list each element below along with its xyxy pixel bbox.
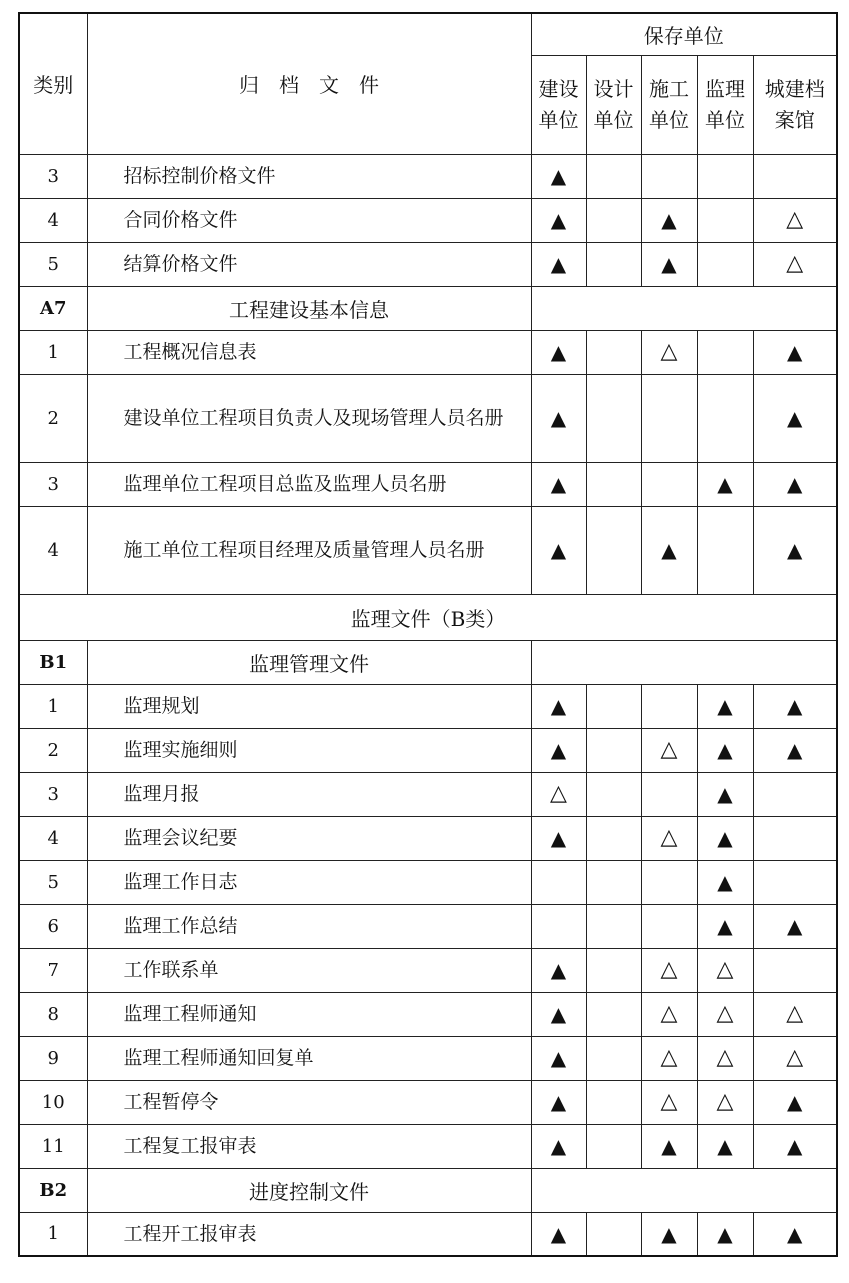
document-name: 监理月报 [87,772,531,816]
document-name: 建设单位工程项目负责人及现场管理人员名册 [87,374,531,462]
filled-triangle-icon-contractor: ▲ [641,198,697,242]
empty-mark-cell-city-archive [753,772,837,816]
empty-mark-cell-design [586,330,641,374]
filled-triangle-icon-supervision: ▲ [697,816,753,860]
filled-triangle-icon-city-archive: ▲ [753,1124,837,1168]
filled-triangle-icon-supervision: ▲ [697,904,753,948]
hollow-triangle-icon-contractor: △ [641,728,697,772]
filled-triangle-icon-contractor: ▲ [641,1212,697,1256]
table-row [19,728,837,772]
filled-triangle-icon-contractor: ▲ [641,506,697,594]
empty-mark-cell-design [586,242,641,286]
document-name: 监理单位工程项目总监及监理人员名册 [87,462,531,506]
table-row [19,860,837,904]
hollow-triangle-icon-supervision: △ [697,1036,753,1080]
filled-triangle-icon-city-archive: ▲ [753,1212,837,1256]
table-row [19,640,837,684]
filled-triangle-icon-supervision: ▲ [697,772,753,816]
hollow-triangle-icon-supervision: △ [697,948,753,992]
group-blank-cell [531,640,837,684]
empty-mark-cell-design [586,992,641,1036]
hollow-triangle-icon-contractor: △ [641,992,697,1036]
filled-triangle-icon-construction: ▲ [531,330,586,374]
table-row [19,948,837,992]
table-row [19,242,837,286]
empty-mark-cell-contractor [641,772,697,816]
empty-mark-cell-supervision [697,242,753,286]
empty-mark-cell-contractor [641,904,697,948]
filled-triangle-icon-construction: ▲ [531,198,586,242]
document-name: 监理规划 [87,684,531,728]
empty-mark-cell-contractor [641,860,697,904]
document-name: 监理工程师通知回复单 [87,1036,531,1080]
table-row [19,506,837,594]
document-name: 工程概况信息表 [87,330,531,374]
filled-triangle-icon-city-archive: ▲ [753,506,837,594]
filled-triangle-icon-construction: ▲ [531,1124,586,1168]
filled-triangle-icon-city-archive: ▲ [753,1080,837,1124]
item-number: 5 [19,242,87,286]
item-number: 5 [19,860,87,904]
item-number: 1 [19,330,87,374]
filled-triangle-icon-supervision: ▲ [697,860,753,904]
hollow-triangle-icon-contractor: △ [641,330,697,374]
empty-mark-cell-design [586,1036,641,1080]
filled-triangle-icon-supervision: ▲ [697,1212,753,1256]
empty-mark-cell-supervision [697,330,753,374]
item-number: 1 [19,684,87,728]
filled-triangle-icon-city-archive: ▲ [753,904,837,948]
empty-mark-cell-design [586,1080,641,1124]
empty-mark-cell-contractor [641,154,697,198]
document-name: 监理工作日志 [87,860,531,904]
empty-mark-cell-contractor [641,684,697,728]
filled-triangle-icon-construction: ▲ [531,1212,586,1256]
hollow-triangle-icon-contractor: △ [641,1036,697,1080]
item-number: 4 [19,198,87,242]
storage-units-header: 保存单位 [531,13,837,55]
unit-header-supervision: 监理 单位 [697,55,753,154]
hollow-triangle-icon-supervision: △ [697,1080,753,1124]
empty-mark-cell-construction [531,860,586,904]
empty-mark-cell-design [586,860,641,904]
document-name: 监理实施细则 [87,728,531,772]
table-row [19,462,837,506]
item-number: 11 [19,1124,87,1168]
section-title: 监理文件（B类） [19,594,837,640]
unit-header-city-archive: 城建档 案馆 [753,55,837,154]
empty-mark-cell-construction [531,904,586,948]
unit-header-construction: 建设 单位 [531,55,586,154]
document-header: 归 档 文 件 [87,13,531,154]
archive-table [18,12,838,1257]
filled-triangle-icon-construction: ▲ [531,816,586,860]
table-row [19,904,837,948]
filled-triangle-icon-construction: ▲ [531,154,586,198]
item-number: 4 [19,816,87,860]
filled-triangle-icon-city-archive: ▲ [753,728,837,772]
table-row [19,330,837,374]
hollow-triangle-icon-contractor: △ [641,1080,697,1124]
filled-triangle-icon-supervision: ▲ [697,1124,753,1168]
filled-triangle-icon-contractor: ▲ [641,1124,697,1168]
item-number: 3 [19,772,87,816]
empty-mark-cell-design [586,816,641,860]
table-body [19,154,837,1256]
table-row [19,684,837,728]
group-code: A7 [19,286,87,330]
filled-triangle-icon-construction: ▲ [531,1080,586,1124]
filled-triangle-icon-supervision: ▲ [697,684,753,728]
table-row [19,198,837,242]
empty-mark-cell-design [586,462,641,506]
hollow-triangle-icon-contractor: △ [641,816,697,860]
filled-triangle-icon-construction: ▲ [531,462,586,506]
group-code: B1 [19,640,87,684]
empty-mark-cell-supervision [697,154,753,198]
group-blank-cell [531,1168,837,1212]
filled-triangle-icon-supervision: ▲ [697,728,753,772]
item-number: 2 [19,374,87,462]
filled-triangle-icon-construction: ▲ [531,684,586,728]
empty-mark-cell-city-archive [753,948,837,992]
table-row [19,1036,837,1080]
hollow-triangle-icon-contractor: △ [641,948,697,992]
group-code: B2 [19,1168,87,1212]
hollow-triangle-icon-city-archive: △ [753,1036,837,1080]
table-row [19,1124,837,1168]
empty-mark-cell-design [586,772,641,816]
table-row [19,154,837,198]
table-row [19,286,837,330]
filled-triangle-icon-city-archive: ▲ [753,684,837,728]
empty-mark-cell-city-archive [753,860,837,904]
filled-triangle-icon-supervision: ▲ [697,462,753,506]
unit-header-contractor: 施工 单位 [641,55,697,154]
item-number: 3 [19,462,87,506]
empty-mark-cell-supervision [697,506,753,594]
empty-mark-cell-contractor [641,374,697,462]
item-number: 4 [19,506,87,594]
document-name: 合同价格文件 [87,198,531,242]
group-title: 进度控制文件 [87,1168,531,1212]
empty-mark-cell-design [586,374,641,462]
table-row [19,374,837,462]
group-title: 工程建设基本信息 [87,286,531,330]
document-name: 监理工作总结 [87,904,531,948]
group-title: 监理管理文件 [87,640,531,684]
unit-header-design: 设计 单位 [586,55,641,154]
empty-mark-cell-design [586,198,641,242]
item-number: 9 [19,1036,87,1080]
empty-mark-cell-design [586,948,641,992]
document-name: 结算价格文件 [87,242,531,286]
empty-mark-cell-contractor [641,462,697,506]
filled-triangle-icon-city-archive: ▲ [753,330,837,374]
document-name: 工程暂停令 [87,1080,531,1124]
table-row [19,772,837,816]
empty-mark-cell-design [586,154,641,198]
filled-triangle-icon-construction: ▲ [531,506,586,594]
table-row [19,1080,837,1124]
item-number: 10 [19,1080,87,1124]
empty-mark-cell-supervision [697,374,753,462]
hollow-triangle-icon-construction: △ [531,772,586,816]
filled-triangle-icon-city-archive: ▲ [753,374,837,462]
empty-mark-cell-supervision [697,198,753,242]
document-name: 工程开工报审表 [87,1212,531,1256]
table-row [19,992,837,1036]
document-name: 施工单位工程项目经理及质量管理人员名册 [87,506,531,594]
filled-triangle-icon-construction: ▲ [531,992,586,1036]
table-row [19,1168,837,1212]
hollow-triangle-icon-city-archive: △ [753,992,837,1036]
table-row [19,594,837,640]
item-number: 3 [19,154,87,198]
empty-mark-cell-design [586,684,641,728]
item-number: 2 [19,728,87,772]
item-number: 8 [19,992,87,1036]
table-row [19,1212,837,1256]
empty-mark-cell-design [586,1212,641,1256]
document-name: 监理会议纪要 [87,816,531,860]
group-blank-cell [531,286,837,330]
filled-triangle-icon-city-archive: ▲ [753,462,837,506]
item-number: 6 [19,904,87,948]
filled-triangle-icon-contractor: ▲ [641,242,697,286]
category-header: 类别 [19,13,87,154]
document-name: 工程复工报审表 [87,1124,531,1168]
document-name: 工作联系单 [87,948,531,992]
empty-mark-cell-design [586,728,641,772]
empty-mark-cell-design [586,1124,641,1168]
filled-triangle-icon-construction: ▲ [531,374,586,462]
document-name: 招标控制价格文件 [87,154,531,198]
item-number: 7 [19,948,87,992]
table-row [19,816,837,860]
empty-mark-cell-city-archive [753,816,837,860]
filled-triangle-icon-construction: ▲ [531,242,586,286]
empty-mark-cell-city-archive [753,154,837,198]
item-number: 1 [19,1212,87,1256]
hollow-triangle-icon-city-archive: △ [753,242,837,286]
document-name: 监理工程师通知 [87,992,531,1036]
filled-triangle-icon-construction: ▲ [531,1036,586,1080]
hollow-triangle-icon-city-archive: △ [753,198,837,242]
filled-triangle-icon-construction: ▲ [531,948,586,992]
hollow-triangle-icon-supervision: △ [697,992,753,1036]
empty-mark-cell-design [586,904,641,948]
empty-mark-cell-design [586,506,641,594]
filled-triangle-icon-construction: ▲ [531,728,586,772]
